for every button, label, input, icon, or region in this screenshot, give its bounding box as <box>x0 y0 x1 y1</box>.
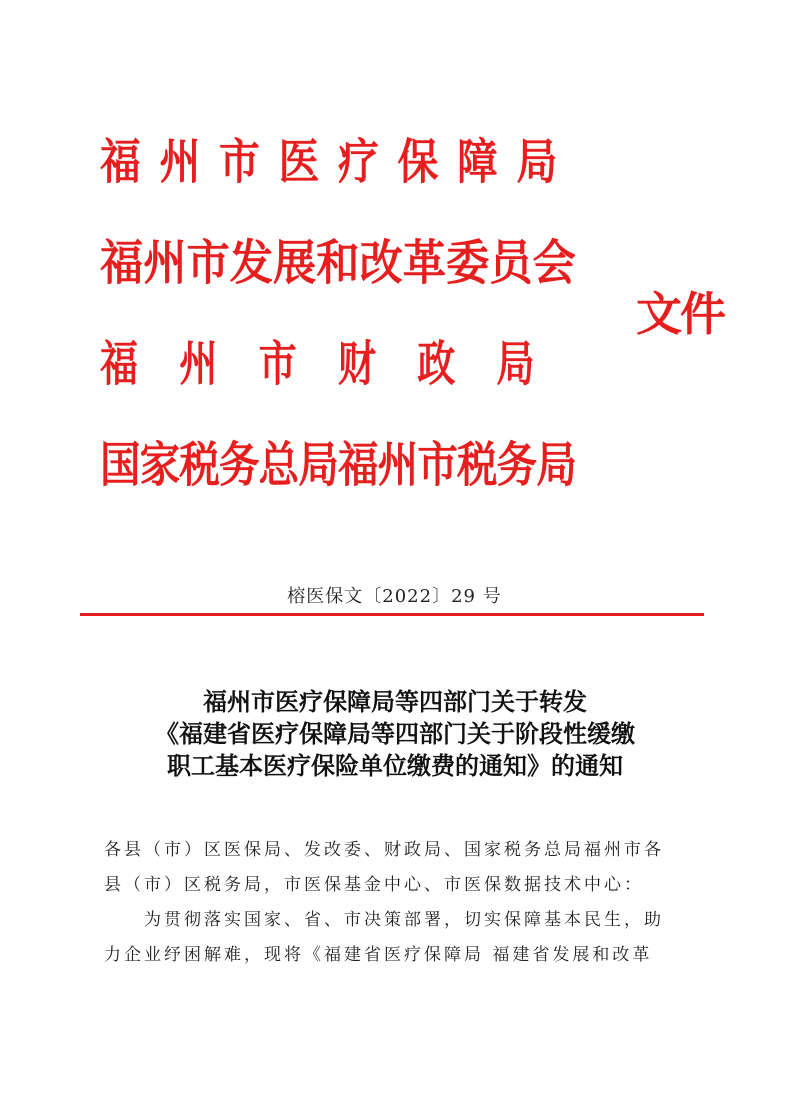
salutation-line: 各县（市）区医保局、发改委、财政局、国家税务总局福州市各 <box>104 840 664 860</box>
document-body <box>104 833 686 973</box>
title-line: 职工基本医疗保险单位缴费的通知》的通知 <box>167 751 623 780</box>
paragraph-line: 力企业纾困解难，现将《福建省医疗保障局 福建省发展和改革 <box>104 945 653 965</box>
issuer-finance-bureau: 福州市财政局 <box>100 336 576 392</box>
document-title <box>90 686 700 782</box>
document-number: 榕医保文〔2022〕29 号 <box>287 586 502 607</box>
issuer-medical-security-bureau: 福州市医疗保障局 <box>100 134 577 190</box>
salutation-line: 县（市）区税务局，市医保基金中心、市医保数据技术中心： <box>104 875 644 895</box>
red-divider-line <box>80 613 704 616</box>
issuer-tax-bureau: 国家税务总局福州市税务局 <box>100 437 577 493</box>
title-line: 福州市医疗保障局等四部门关于转发 <box>203 687 587 716</box>
paragraph-line: 为贯彻落实国家、省、市决策部署，切实保障基本民生，助 <box>144 910 664 930</box>
issuer-development-reform-commission: 福州市发展和改革委员会 <box>100 235 576 291</box>
issuer-block <box>100 134 580 542</box>
title-line: 《福建省医疗保障局等四部门关于阶段性缓缴 <box>155 719 635 748</box>
document-suffix: 文件 <box>636 287 724 341</box>
